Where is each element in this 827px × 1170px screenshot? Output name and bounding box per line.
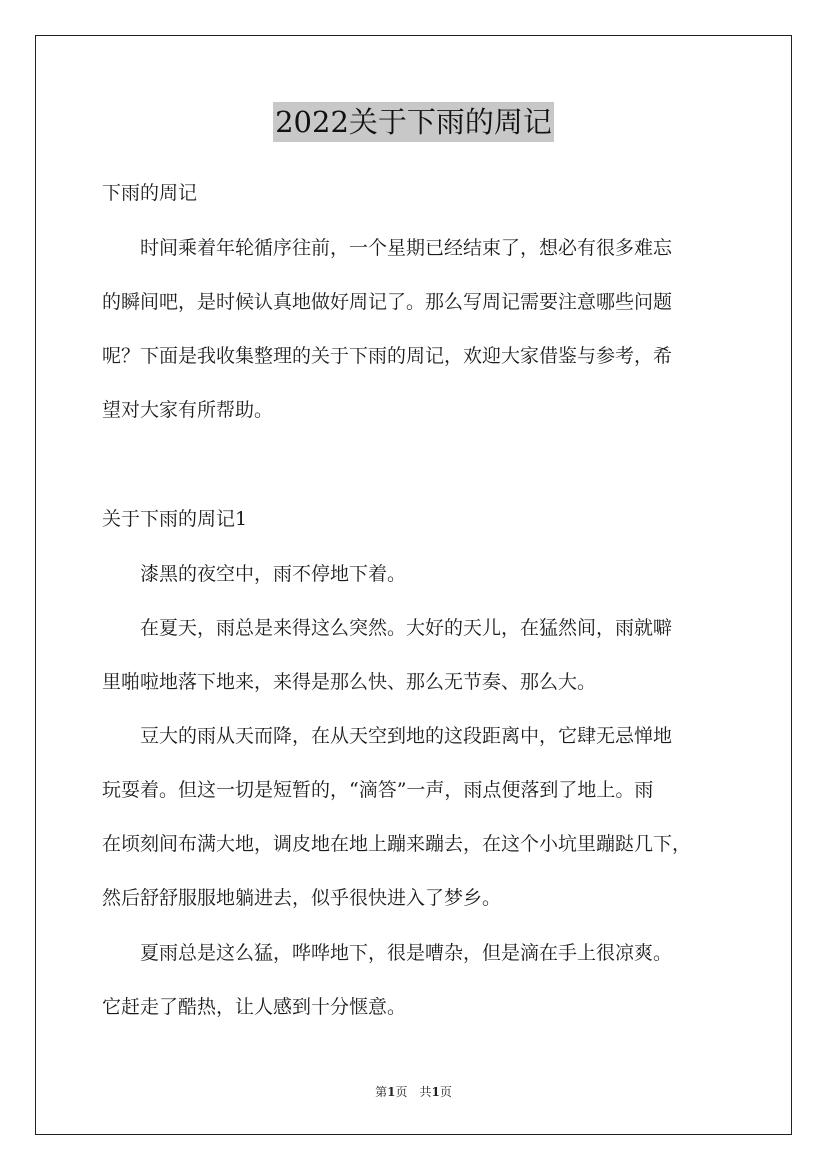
- section-heading: 关于下雨的周记1: [102, 508, 248, 530]
- paragraph-line: 在夏天，雨总是来得这么突然。大好的天儿，在猛然间，雨就噼: [102, 617, 673, 639]
- document-title: 2022关于下雨的周记: [273, 102, 554, 142]
- paragraph-line: 漆黑的夜空中，雨不停地下着。: [102, 563, 407, 585]
- paragraph-line: 呢？下面是我收集整理的关于下雨的周记，欢迎大家借鉴与参考，希: [102, 345, 673, 367]
- footer-prefix: 第: [375, 1085, 388, 1099]
- paragraph-line: 望对大家有所帮助。: [102, 399, 274, 421]
- paragraph-line: 夏雨总是这么猛，哗哗地下，很是嘈杂，但是滴在手上很凉爽。: [102, 942, 673, 964]
- total-pages: 1: [431, 1085, 440, 1099]
- paragraph-line: 豆大的雨从天而降，在从天空到地的这段距离中，它肆无忌惮地: [102, 725, 673, 747]
- footer-middle: 页 共: [395, 1085, 432, 1099]
- paragraph-line: 里啪啦地落下地来，来得是那么快、那么无节奏、那么大。: [102, 671, 597, 693]
- paragraph-line: 在顷刻间布满大地，调皮地在地上蹦来蹦去，在这个小坑里蹦跶几下，: [102, 833, 692, 855]
- page-number: 1: [387, 1085, 396, 1099]
- page-footer: [0, 1083, 827, 1101]
- paragraph-line: 然后舒舒服服地躺进去，似乎很快进入了梦乡。: [102, 887, 502, 909]
- footer-suffix: 页: [439, 1085, 452, 1099]
- paragraph-line: 的瞬间吧，是时候认真地做好周记了。那么写周记需要注意哪些问题: [102, 291, 673, 313]
- section-heading: 下雨的周记: [102, 182, 198, 204]
- paragraph-line: 它赶走了酷热，让人感到十分惬意。: [102, 996, 407, 1018]
- paragraph-line: 玩耍着。但这一切是短暂的，“滴答”一声，雨点便落到了地上。雨: [102, 779, 654, 801]
- paragraph-line: 时间乘着年轮循序往前，一个星期已经结束了，想必有很多难忘: [102, 237, 673, 259]
- title-container: [0, 102, 827, 142]
